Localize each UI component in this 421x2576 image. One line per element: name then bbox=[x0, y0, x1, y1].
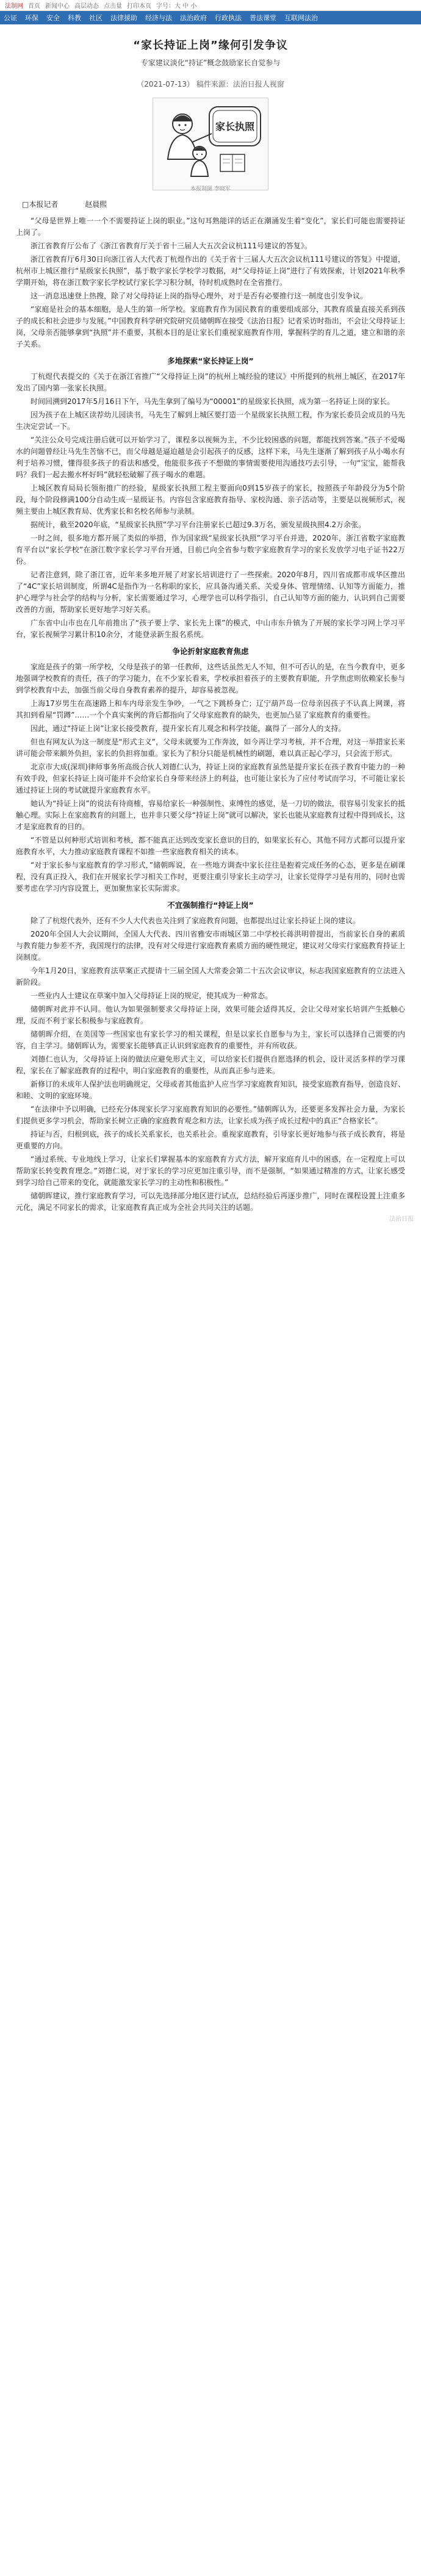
section-heading-2: 争论折射家庭教育焦虑 bbox=[172, 647, 249, 656]
article bbox=[0, 24, 421, 1228]
page bbox=[0, 0, 421, 1228]
cartoon-illustration bbox=[153, 98, 268, 190]
paragraph: “不管是以何种形式培训和考核，都不能真正达到改变家长意识的目的，如果家长有心，其他不同方式都可以提升家庭教育水平，大力推动家庭教育课程不如推一些家庭教育相关的读本。 bbox=[16, 836, 405, 856]
nav-item[interactable]: 法治政府 bbox=[180, 14, 207, 22]
crumb-section[interactable]: 高层动态 bbox=[74, 3, 99, 10]
nav-item[interactable]: 法律援助 bbox=[110, 14, 137, 22]
paragraph: 她认为“持证上岗”的说法有待商榷，容易给家长一种强制性、束缚性的感觉，是一刀切的做法，很容易引发家长的抵触心理。实际上在家庭教育的问题上，也并非只要父母“持证上岗”就可以解决，家长也能从家庭教育过程中得到成长，这才是家庭教育的目的。 bbox=[16, 799, 405, 831]
paragraph: 据统计，截至2020年底，“星级家长执照”学习平台注册家长已超过9.3万名，颁发星级执照4.2万余张。 bbox=[31, 520, 366, 529]
nav-item[interactable]: 公证 bbox=[4, 14, 17, 22]
paragraph: 浙江省教育厅公布了《浙江省教育厅关于省十三届人大五次会议杭111号建议的答复》。 bbox=[31, 242, 312, 250]
paragraph: 一时之间，很多地方都开展了类似的举措，作为国家级“星级家长执照”学习平台并进，2020年，浙江省数字家庭教育平台以“家长学校”在浙江数字家长学习平台开通，目前已向全省参与数字家庭教育学习的家长发放学习电子证书22万份。 bbox=[16, 534, 405, 566]
paragraph: 这一消息迅速登上热搜，除了对父母持证上岗的指导心理外，对于是否有必要推行这一制度也引发争议。 bbox=[31, 292, 368, 300]
paragraph: 因为孩子在上城区读荐幼儿园读书，马先生了解到上城区要打造一个星级家长执照工程，作为家长委员会成员的马先生决定尝试一下。 bbox=[16, 411, 405, 431]
article-meta: （2021-07-13） 稿件来源：法治日报人视窗 bbox=[137, 80, 284, 88]
nav-item[interactable]: 科教 bbox=[68, 14, 81, 22]
crumb-hits: 点击量 bbox=[104, 3, 122, 10]
body-section-2 bbox=[16, 371, 405, 641]
paragraph: 上海17岁男生在高速路上和车内母亲发生争吵，一气之下跳桥身亡；辽宁葫芦岛一位母亲因孩子不认真上网课，将其扣到看屋“罚蹲”……一个个真实案例的背后都指向了父母家庭教育的缺失，也更加凸显了家庭教育的重要性。 bbox=[16, 699, 405, 719]
body-section-4 bbox=[16, 915, 405, 1214]
paragraph: 一些业内人士建议在草案中加入父母持证上岗的规定，使其成为一种常态。 bbox=[31, 991, 273, 1000]
paragraph: 但也有网友认为这一制度是“形式主义”，父母未就要为工作奔波，如今再让学习考核，并不合理，对这一举措家长来讲可能会带来额外负担，家长的负担将加重。家长为了积分只能是机械性的刷题，难以真正起心学习，只会流于形式。 bbox=[16, 738, 405, 758]
crumb-news[interactable]: 新闻中心 bbox=[45, 3, 70, 10]
paragraph: “通过系统、专业地线上学习，让家长们掌握基本的家庭教育方式方法，解开家庭育儿中的困惑，在一定程度上可以帮助家长转变教育理念。”刘德仁说，对于家长的学习应更加注重引导，而不是强制，“如果通过精准的方式，让家长感受到学习给自己带来的变化，就能激发家长学习的主动性和积极性。” bbox=[16, 1155, 405, 1187]
paragraph: 除了了杭煜代表外，还有不少人大代表也关注到了家庭教育问题，也都提出过让家长持证上岗的建议。 bbox=[31, 916, 361, 925]
paragraph: “在法律中予以明确，已经充分体现家长学习家庭教育知识的必要性。”储朝晖认为，还要更多发挥社会力量，为家长们提供更多学习机会，帮助家长树立正确的家庭教育观念和方法，让家长成为孩子成长过程中的真正“合格家长”。 bbox=[16, 1105, 405, 1125]
paragraph: 浙江省教育厅6月30日向浙江省人大代表丁杭煜作出的《关于省十三届人大五次会议杭111号建议的答复》中提道，杭州市上城区推行“星级家长执照”，基于数字家长学校学习数据，对“父母持证上岗”进行了有效探索，计划2021年秋季学期开始，将在浙江数字家长学校试行家长学习积分制，待时机成熟时在全省推行。 bbox=[16, 255, 405, 287]
paragraph: 储朝晖介绍，在美国等一些国家也有家长学习的相关课程，但是以家长自愿参与为主，家长可以选择自己需要的内容，自主学习。储朝晖认为，需要家长能够真正认识到家庭教育的重要性，并有所收获。 bbox=[16, 1030, 405, 1050]
paragraph: 刘德仁也认为，父母持证上岗的做法应避免形式主义，可以给家长们提供自愿选择的机会，设计灵活多样的学习课程，家长在了解家庭教育的过程中，明白家庭教育的重要性，从而真正参与进来。 bbox=[16, 1055, 405, 1075]
paragraph: 今年1月20日，家庭教育法草案正式提请十三届全国人大常委会第二十五次会议审议，标志我国家庭教育的立法进入新阶段。 bbox=[16, 966, 405, 987]
nav-item[interactable]: 普法课堂 bbox=[250, 14, 276, 22]
paragraph: 记者注意到，除了浙江省，近年来多地开展了对家长培训进行了一些探索。2020年8月，四川省成都市成华区推出了“4C”家长培训制度，所谓4C是指作为一名称职的家长，应具备沟通关系、关爱身体、管理情绪、认知等方面能力，推护心理学与社会学的结构与分析，家长需要通过学习，心理学也可以科学指引，自己认知等方面的能力，认识到自己需要改善的方面，帮助家长更好地学习好关系。 bbox=[16, 570, 405, 614]
nav-item[interactable]: 环保 bbox=[25, 14, 38, 22]
print-link[interactable]: 打印本页 bbox=[127, 3, 151, 10]
paragraph: 持证与否，归根到底，孩子的成长关系家长，也关系社会。重视家庭教育，引导家长更好地参与孩子成长教育，将是更重要的方向。 bbox=[16, 1130, 405, 1150]
nav-item[interactable]: 行政执法 bbox=[215, 14, 242, 22]
byline-name: 赵晨熙 bbox=[85, 200, 107, 209]
figure-caption: 本报制图 李晓军 bbox=[190, 186, 231, 192]
body-section-1 bbox=[16, 215, 405, 350]
nav-item[interactable]: 安全 bbox=[46, 14, 60, 22]
watermark: 法治日报 bbox=[389, 1216, 414, 1223]
paragraph: 2020年全国人大会议期间，全国人大代表、四川省雅安市雨城区第二中学校长蒋洪明曾提出，当前家长自身的素质与教育能力参差不齐，我国现行的法律，没有对父母进行家庭教育素质方面的硬性规定，建议对父母实行家庭教育持证上岗制度。 bbox=[16, 930, 405, 962]
paragraph: 因此，通过“持证上岗”让家长接受教育，提升家长育儿观念和科学技能，赢得了一部分人的支持。 bbox=[31, 724, 346, 733]
paragraph: 储朝晖对此并不认同。他认为如果强制要求父母持证上岗，效果可能会适得其反，会让父母对家长培训产生抵触心理，反而不利于家长积极参与家庭教育。 bbox=[16, 1005, 405, 1025]
crumb-home[interactable]: 首页 bbox=[28, 3, 40, 10]
paragraph: 广东省中山市也在几年前推出了“孩子要上学、家长先上课”的模式，中山市东升镇为了开展的家长学习网上学习平台，家长视频学习累计积10余分，才能登录新生报名系统。 bbox=[16, 619, 405, 639]
paragraph: “父母是世界上唯一一个不需要持证上岗的职业。”这句耳熟能详的话正在潮涌发生着“变化”，家长们可能也需要持证上岗了。 bbox=[16, 217, 405, 237]
article-subtitle: 专家建议淡化“持证”概念鼓励家长自觉参与 bbox=[140, 59, 281, 67]
nav-item[interactable]: 互联网法治 bbox=[284, 14, 318, 22]
paragraph: 上城区教育局局长领衔推广的经验，星级家长执照工程主要面向0到15岁孩子的家长，按照孩子年龄段分为5个阶段，每个阶段修满100分自动生成一星级证书。内容包含家庭教育指导、家校沟通、亲子活动等，主要是以视频形式，视频主要由上城区教育局、优秀家长和名校名师参与录制。 bbox=[16, 484, 405, 516]
article-title: “家长持证上岗”缘何引发争议 bbox=[133, 39, 288, 52]
paragraph: “对于家长参与家庭教育的学习形式，”储朝晖说，在一些地方调查中家长往往是抱着完成任务的心态，更多是在刷课程，没有真正投入，我们在开展家长学习相关工作时，更要注重引导家长主动学习，让家长觉得学习是有用的，同时也需要考虑在学习内容设置上，更加聚焦家长实际需求。 bbox=[16, 861, 405, 893]
sign-text: 家长执照 bbox=[215, 121, 255, 132]
byline-label: □本报记者 bbox=[22, 200, 59, 209]
main-nav bbox=[0, 11, 421, 24]
paragraph: 家庭是孩子的第一所学校，父母是孩子的第一任教师，这些话虽然无人不知，但不可否认的是，在当今教育中，更多地强调学校教育的责任，孩子的学习能力，在不少家长看来，学校承担着孩子的主要教育职能，升学焦虑则依赖家长参与到学校教育中去，加强当前父母自身教育素养的提升，却容易被忽视。 bbox=[16, 663, 405, 694]
cartoon-drawing bbox=[153, 98, 268, 182]
nav-item[interactable]: 社区 bbox=[89, 14, 103, 22]
top-bar bbox=[0, 0, 421, 11]
paragraph: 储朝晖建议，推行家庭教育学习，可以先选择部分地区进行试点，总结经验后再逐步推广，同时在课程设置上注重多元化，满足不同家长的需求，让家庭教育真正成为全社会共同关注的话题。 bbox=[16, 1192, 405, 1212]
site-name[interactable]: 法制网 bbox=[5, 3, 23, 10]
paragraph: 丁杭煜代表提交的《关于在浙江省推广“父母持证上岗”的杭州上城经验的建议》中所提到的杭州上城区，在2017年发出了国内第一张家长执照。 bbox=[16, 372, 405, 392]
paragraph: “家庭是社会的基本细胞，是人生的第一所学校。家庭教育作为国民教育的重要组成部分，其教育质量直接关系到孩子的成长和社会进步与发展。”中国教育科学研究院研究员储朝晖在接受《法治日报》记者采访时指出，不会让父母持证上岗，父母亲否能够拿到“执照”并不重要，其根本目的是让家长们重视家庭教育作用，掌握科学的育儿之道，建立和谐的亲子关系。 bbox=[16, 305, 405, 348]
paragraph: “关注公众号完成注册后就可以开始学习了，课程多以视频为主，不少比较困惑的问题，都能找到答案。”孩子不爱喝水的问题曾经让马先生苦恼不已，而父母越是逼迫越是会引起孩子的反感，这样下来，马先生逐渐了解到孩子从小喝水有利于培养习惯，懂得很多孩子的看法和感受，他能很多孩子不想做的事情需要使用沟通技巧去引导，一句“宝宝，能帮我吗？我们一起去搬水杯好吗”就轻松破解了孩子喝水的难题。 bbox=[16, 436, 405, 479]
section-heading-1: 多地探索“家长持证上岗” bbox=[167, 356, 254, 365]
section-heading-3: 不宜强制推行“持证上岗” bbox=[167, 901, 254, 910]
byline bbox=[22, 199, 405, 209]
paragraph: 时间回溯到2017年5月16日下午，马先生拿到了编号为“00001”的星级家长执照，成为第一名持证上岗的家长。 bbox=[31, 397, 395, 406]
nav-item[interactable]: 经济与法 bbox=[145, 14, 172, 22]
font-size-control[interactable]: 字号：大 中 小 bbox=[156, 3, 197, 10]
paragraph: 新修订的未成年人保护法也明确规定，父母或者其他监护人应当学习家庭教育知识，接受家庭教育指导，创造良好、和睦、文明的家庭环境。 bbox=[16, 1080, 405, 1100]
paragraph: 北京市大成(深圳)律师事务所高级合伙人刘德仁认为，持证上岗的家庭教育虽然是提升家长在孩子教育中能力的一种有效手段，但家长持证上岗可能并不会给家长自身带来经济上的利益，也可能让家长为了应付考试而学习，不可能让家长通过持证上岗的考试就提升家庭教育水平。 bbox=[16, 763, 405, 794]
body-section-3 bbox=[16, 661, 405, 894]
